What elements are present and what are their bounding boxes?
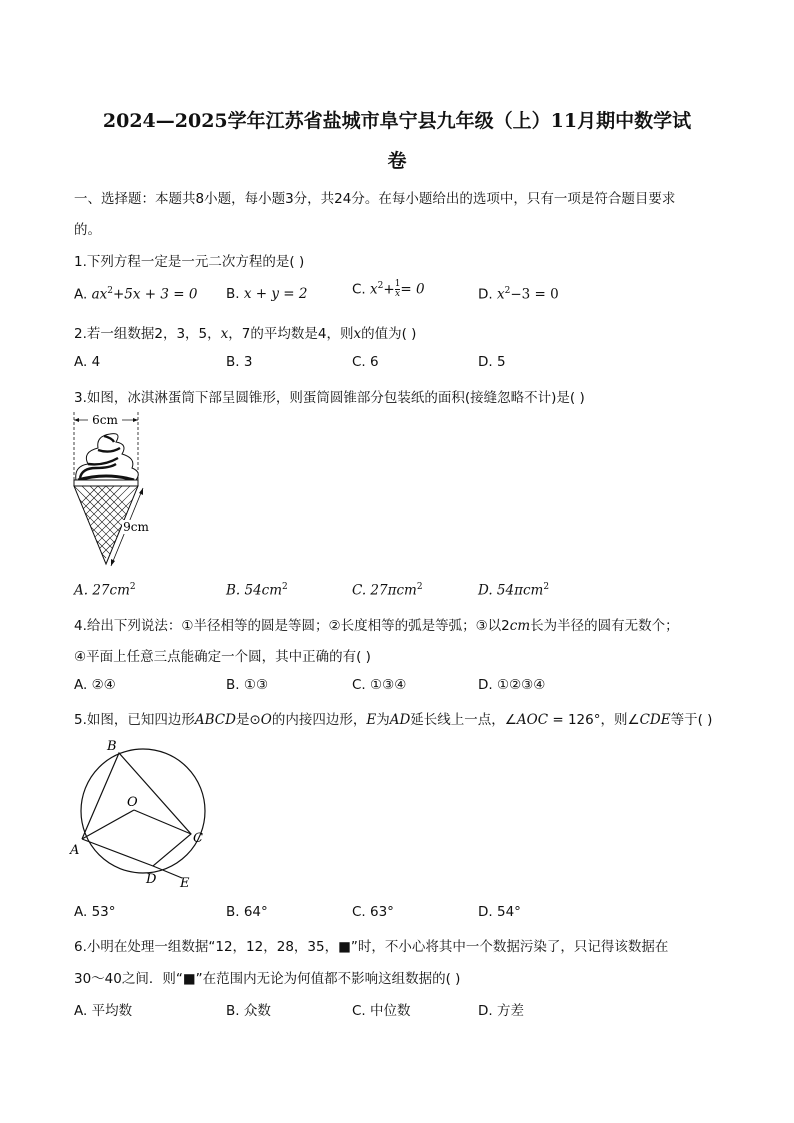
q3-option-d[interactable]: D. 54πcm$^2$ — [478, 582, 550, 599]
q2-option-b[interactable]: B. 3 — [226, 354, 253, 370]
ice-cream-cone-figure — [66, 408, 166, 574]
q3-option-a[interactable]: A. $27cm^2$ — [74, 582, 136, 599]
q4-option-a[interactable]: A. ②④ — [74, 677, 116, 693]
point-label-d: D — [146, 872, 157, 887]
q5-option-c[interactable]: C. 63° — [352, 904, 394, 920]
q1-option-c[interactable]: C. $x^2+$ $\frac{1}{x}$ = 0 — [352, 279, 425, 299]
q2-stem: 2.若一组数据2，3，5，x，7的平均数是4，则x的值为( ) — [74, 326, 417, 342]
q1-option-b[interactable]: B. x + y = 2 — [226, 286, 308, 302]
q5-stem: 5.如图，已知四边形ABCD是⊙O的内接四边形，E为AD延长线上一点，∠AOC = 126°，则∠CDE等于( ) — [74, 712, 713, 728]
q3-stem: 3.如图，冰淇淋蛋筒下部呈圆锥形，则蛋筒圆锥部分包装纸的面积(接缝忽略不计)是( ) — [74, 390, 585, 406]
q2-option-c[interactable]: C. 6 — [352, 354, 379, 370]
q6-option-d[interactable]: D. 方差 — [478, 1003, 524, 1019]
q6-option-c[interactable]: C. 中位数 — [352, 1003, 411, 1019]
q1-option-d[interactable]: D. $x^2-3 = 0$ — [478, 286, 559, 303]
q3-option-b[interactable]: B. $54cm^2$ — [226, 582, 288, 599]
q4-option-b[interactable]: B. ①③ — [226, 677, 269, 693]
point-label-e: E — [180, 876, 190, 891]
q3-option-c[interactable]: C. 27πcm$^2$ — [352, 582, 423, 599]
q2-option-a[interactable]: A. 4 — [74, 354, 101, 370]
page-title-line2: 卷 — [387, 150, 407, 172]
point-label-b: B — [107, 739, 117, 754]
point-label-a: A — [70, 843, 80, 858]
fig-label-9cm: 9cm — [123, 520, 149, 534]
q4-option-c[interactable]: C. ①③④ — [352, 677, 407, 693]
section-heading-line2: 的。 — [74, 222, 101, 238]
q2-option-d[interactable]: D. 5 — [478, 354, 506, 370]
point-label-o: O — [127, 795, 138, 810]
q5-option-d[interactable]: D. 54° — [478, 904, 521, 920]
section-heading-line1: 一、选择题：本题共8小题，每小题3分，共24分。在每小题给出的选项中，只有一项是符合题目要求 — [74, 191, 676, 207]
q5-option-a[interactable]: A. 53° — [74, 904, 116, 920]
q6-option-a[interactable]: A. 平均数 — [74, 1003, 133, 1019]
point-label-c: C — [193, 831, 203, 846]
inscribed-quadrilateral-figure — [66, 732, 216, 892]
q4-stem-line1: 4.给出下列说法：①半径相等的圆是等圆；②长度相等的弧是等弧；③以2cm长为半径的圆有无数个； — [74, 618, 679, 634]
q6-option-b[interactable]: B. 众数 — [226, 1003, 271, 1019]
q5-option-b[interactable]: B. 64° — [226, 904, 268, 920]
q4-stem-line2: ④平面上任意三点能确定一个圆，其中正确的有( ) — [74, 649, 371, 665]
q1-stem: 1.下列方程一定是一元二次方程的是( ) — [74, 254, 305, 270]
q4-option-d[interactable]: D. ①②③④ — [478, 677, 546, 693]
q1-option-a[interactable]: A. $ax^2+5x + 3 = 0$ — [74, 286, 198, 303]
fig-label-6cm: 6cm — [92, 413, 118, 427]
q6-stem-line2: 30～40之间．则“■”在范围内无论为何值都不影响这组数据的( ) — [74, 971, 461, 987]
page-title-line1: 2024—2025学年江苏省盐城市阜宁县九年级（上）11月期中数学试 — [102, 110, 692, 132]
q6-stem-line1: 6.小明在处理一组数据“12，12，28，35，■”时，不小心将其中一个数据污染了，只记得该数据在 — [74, 939, 669, 955]
